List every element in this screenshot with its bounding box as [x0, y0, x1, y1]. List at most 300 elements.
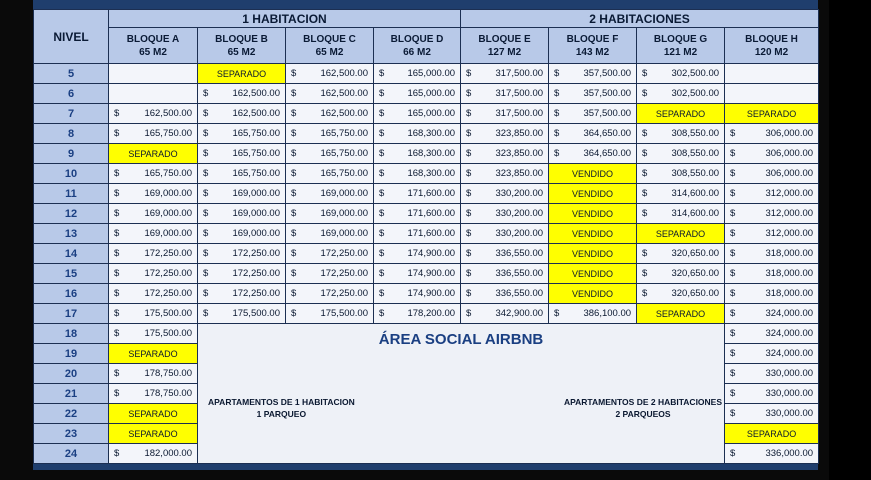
price-amount: 178,750.00	[144, 368, 192, 379]
currency-symbol: $	[554, 68, 560, 79]
price-cell	[286, 264, 374, 284]
price-amount: 165,750.00	[320, 128, 368, 139]
currency-symbol: $	[379, 108, 385, 119]
block-header	[109, 28, 198, 64]
level-number: 12	[34, 204, 109, 224]
block-size: 66 M2	[403, 46, 431, 58]
block-size: 121 M2	[663, 46, 698, 58]
status-vendido-cell: VENDIDO	[549, 284, 637, 304]
block-name: BLOQUE H	[745, 33, 798, 45]
price-amount: 169,000.00	[144, 188, 192, 199]
table-row	[34, 224, 819, 244]
currency-symbol: $	[466, 308, 472, 319]
block-name: BLOQUE C	[303, 33, 356, 45]
price-amount: 168,300.00	[407, 148, 456, 159]
group-header-1-habitacion: 1 HABITACION	[109, 10, 461, 28]
currency-symbol: $	[730, 408, 736, 419]
note-line: APARTAMENTOS DE 1 HABITACION	[208, 397, 355, 407]
currency-symbol: $	[114, 228, 120, 239]
price-amount: 302,500.00	[671, 68, 720, 79]
currency-symbol: $	[203, 248, 209, 259]
price-amount: 169,000.00	[144, 228, 192, 239]
currency-symbol: $	[554, 128, 560, 139]
currency-symbol: $	[379, 208, 385, 219]
level-number: 17	[34, 304, 109, 324]
price-amount: 165,750.00	[320, 168, 368, 179]
block-name: BLOQUE D	[390, 33, 444, 45]
price-amount: 312,000.00	[765, 188, 814, 199]
currency-symbol: $	[730, 128, 736, 139]
currency-symbol: $	[379, 128, 385, 139]
price-amount: 175,500.00	[232, 308, 280, 319]
block-name: BLOQUE E	[478, 33, 531, 45]
price-cell	[374, 204, 461, 224]
block-header	[198, 28, 286, 64]
price-amount: 330,000.00	[765, 368, 814, 379]
price-amount: 165,750.00	[232, 148, 280, 159]
price-amount: 169,000.00	[320, 188, 368, 199]
price-cell	[549, 144, 637, 164]
currency-symbol: $	[730, 448, 736, 459]
price-cell	[286, 224, 374, 244]
amenity-title: ÁREA SOCIAL AIRBNB	[378, 331, 544, 348]
price-cell	[198, 204, 286, 224]
price-cell	[109, 184, 198, 204]
price-cell	[725, 164, 819, 184]
price-cell	[286, 204, 374, 224]
price-amount: 312,000.00	[765, 228, 814, 239]
price-amount: 314,600.00	[671, 188, 720, 199]
price-cell	[374, 244, 461, 264]
price-amount: 330,200.00	[495, 188, 544, 199]
currency-symbol: $	[642, 128, 648, 139]
currency-symbol: $	[291, 288, 297, 299]
price-amount: 357,500.00	[583, 68, 632, 79]
price-cell	[109, 304, 198, 324]
currency-symbol: $	[466, 148, 472, 159]
nivel-header: NIVEL	[34, 10, 109, 64]
price-cell	[286, 64, 374, 84]
price-cell	[725, 364, 819, 384]
price-cell	[374, 284, 461, 304]
price-cell	[374, 124, 461, 144]
price-cell	[637, 84, 725, 104]
price-amount: 165,000.00	[407, 88, 456, 99]
currency-symbol: $	[466, 188, 472, 199]
price-amount: 318,000.00	[765, 268, 814, 279]
block-header	[374, 28, 461, 64]
currency-symbol: $	[466, 228, 472, 239]
currency-symbol: $	[291, 188, 297, 199]
currency-symbol: $	[554, 308, 560, 319]
level-number: 16	[34, 284, 109, 304]
price-table	[33, 9, 819, 464]
price-amount: 323,850.00	[495, 148, 544, 159]
price-cell	[109, 284, 198, 304]
price-amount: 165,750.00	[232, 128, 280, 139]
currency-symbol: $	[291, 308, 297, 319]
price-amount: 323,850.00	[495, 168, 544, 179]
price-amount: 308,550.00	[671, 148, 720, 159]
level-number: 14	[34, 244, 109, 264]
table-row	[34, 84, 819, 104]
price-cell	[461, 184, 549, 204]
price-amount: 336,550.00	[495, 288, 544, 299]
empty-cell	[109, 64, 198, 84]
block-name: BLOQUE A	[126, 33, 180, 45]
currency-symbol: $	[114, 288, 120, 299]
status-vendido-cell: VENDIDO	[549, 244, 637, 264]
price-amount: 172,250.00	[232, 288, 280, 299]
currency-symbol: $	[730, 388, 736, 399]
level-number: 18	[34, 324, 109, 344]
table-row	[34, 104, 819, 124]
currency-symbol: $	[642, 208, 648, 219]
currency-symbol: $	[466, 208, 472, 219]
price-amount: 165,750.00	[232, 168, 280, 179]
price-amount: 314,600.00	[671, 208, 720, 219]
status-vendido-cell: VENDIDO	[549, 204, 637, 224]
status-separado-cell: SEPARADO	[109, 144, 198, 164]
currency-symbol: $	[730, 268, 736, 279]
price-amount: 175,500.00	[320, 308, 368, 319]
currency-symbol: $	[554, 108, 560, 119]
price-amount: 169,000.00	[232, 188, 280, 199]
price-cell	[637, 124, 725, 144]
price-cell	[549, 124, 637, 144]
currency-symbol: $	[730, 228, 736, 239]
price-cell	[461, 104, 549, 124]
currency-symbol: $	[291, 228, 297, 239]
price-amount: 318,000.00	[765, 248, 814, 259]
price-amount: 330,000.00	[765, 408, 814, 419]
price-cell	[374, 304, 461, 324]
price-amount: 308,550.00	[671, 128, 720, 139]
price-table-frame	[33, 9, 818, 470]
price-amount: 162,500.00	[144, 108, 192, 119]
table-row	[34, 204, 819, 224]
currency-symbol: $	[730, 368, 736, 379]
price-cell	[109, 104, 198, 124]
price-cell	[461, 304, 549, 324]
price-amount: 172,250.00	[144, 268, 192, 279]
currency-symbol: $	[114, 208, 120, 219]
price-amount: 172,250.00	[320, 268, 368, 279]
price-amount: 174,900.00	[407, 288, 456, 299]
level-number: 7	[34, 104, 109, 124]
price-cell	[374, 64, 461, 84]
currency-symbol: $	[203, 108, 209, 119]
status-separado-cell: SEPARADO	[637, 304, 725, 324]
price-cell	[198, 164, 286, 184]
price-amount: 162,500.00	[232, 88, 280, 99]
currency-symbol: $	[466, 128, 472, 139]
price-amount: 175,500.00	[144, 328, 192, 339]
table-row	[34, 244, 819, 264]
price-cell	[725, 264, 819, 284]
currency-symbol: $	[203, 268, 209, 279]
block-size: 65 M2	[315, 46, 344, 58]
price-cell	[549, 84, 637, 104]
price-amount: 364,650.00	[583, 128, 632, 139]
price-amount: 172,250.00	[320, 288, 368, 299]
table-row	[34, 64, 819, 84]
empty-cell	[725, 84, 819, 104]
price-amount: 165,750.00	[144, 168, 192, 179]
currency-symbol: $	[642, 188, 648, 199]
price-cell	[109, 364, 198, 384]
price-amount: 172,250.00	[232, 248, 280, 259]
price-amount: 165,000.00	[407, 68, 456, 79]
price-cell	[286, 244, 374, 264]
table-row	[34, 284, 819, 304]
empty-cell	[109, 84, 198, 104]
price-amount: 308,550.00	[671, 168, 720, 179]
price-cell	[725, 384, 819, 404]
price-cell	[637, 204, 725, 224]
currency-symbol: $	[114, 268, 120, 279]
price-cell	[109, 204, 198, 224]
currency-symbol: $	[114, 328, 120, 339]
currency-symbol: $	[203, 288, 209, 299]
price-amount: 174,900.00	[407, 248, 456, 259]
block-header	[637, 28, 725, 64]
price-cell	[725, 404, 819, 424]
price-amount: 323,850.00	[495, 128, 544, 139]
currency-symbol: $	[466, 248, 472, 259]
price-amount: 324,000.00	[765, 308, 814, 319]
level-number: 22	[34, 404, 109, 424]
currency-symbol: $	[114, 168, 120, 179]
currency-symbol: $	[291, 128, 297, 139]
currency-symbol: $	[291, 248, 297, 259]
currency-symbol: $	[379, 168, 385, 179]
price-cell	[109, 244, 198, 264]
currency-symbol: $	[730, 308, 736, 319]
currency-symbol: $	[291, 88, 297, 99]
price-cell	[461, 244, 549, 264]
block-name: BLOQUE F	[566, 33, 619, 45]
status-vendido-cell: VENDIDO	[549, 264, 637, 284]
status-separado-cell: SEPARADO	[725, 424, 819, 444]
currency-symbol: $	[203, 188, 209, 199]
price-cell	[461, 264, 549, 284]
price-cell	[725, 144, 819, 164]
price-cell	[374, 164, 461, 184]
block-header	[725, 28, 819, 64]
currency-symbol: $	[114, 368, 120, 379]
status-separado-cell: SEPARADO	[637, 104, 725, 124]
price-amount: 162,500.00	[320, 68, 368, 79]
currency-symbol: $	[114, 188, 120, 199]
currency-symbol: $	[642, 288, 648, 299]
price-cell	[374, 84, 461, 104]
price-cell	[461, 204, 549, 224]
price-amount: 330,200.00	[495, 228, 544, 239]
level-number: 6	[34, 84, 109, 104]
price-cell	[461, 224, 549, 244]
currency-symbol: $	[642, 88, 648, 99]
currency-symbol: $	[730, 248, 736, 259]
price-amount: 318,000.00	[765, 288, 814, 299]
price-amount: 174,900.00	[407, 268, 456, 279]
level-number: 8	[34, 124, 109, 144]
price-amount: 162,500.00	[320, 88, 368, 99]
price-amount: 172,250.00	[144, 248, 192, 259]
table-row	[34, 144, 819, 164]
price-cell	[725, 244, 819, 264]
price-cell	[286, 284, 374, 304]
price-amount: 165,000.00	[407, 108, 456, 119]
level-number: 24	[34, 444, 109, 464]
price-amount: 364,650.00	[583, 148, 632, 159]
level-number: 9	[34, 144, 109, 164]
status-vendido-cell: VENDIDO	[549, 184, 637, 204]
status-separado-cell: SEPARADO	[725, 104, 819, 124]
price-amount: 317,500.00	[495, 88, 544, 99]
price-cell	[461, 144, 549, 164]
currency-symbol: $	[730, 148, 736, 159]
price-cell	[198, 264, 286, 284]
price-amount: 171,600.00	[407, 228, 456, 239]
price-amount: 357,500.00	[583, 108, 632, 119]
price-amount: 320,650.00	[671, 268, 720, 279]
status-separado-cell: SEPARADO	[109, 404, 198, 424]
currency-symbol: $	[730, 348, 736, 359]
price-cell	[286, 184, 374, 204]
currency-symbol: $	[379, 268, 385, 279]
currency-symbol: $	[114, 248, 120, 259]
header-row-groups	[34, 10, 819, 28]
price-amount: 306,000.00	[765, 148, 814, 159]
price-cell	[109, 384, 198, 404]
empty-cell	[725, 64, 819, 84]
price-amount: 324,000.00	[765, 328, 814, 339]
currency-symbol: $	[466, 108, 472, 119]
block-header	[461, 28, 549, 64]
price-cell	[725, 324, 819, 344]
currency-symbol: $	[642, 168, 648, 179]
note-line: APARTAMENTOS DE 2 HABITACIONES	[563, 397, 723, 407]
price-cell	[109, 264, 198, 284]
price-cell	[374, 184, 461, 204]
price-amount: 312,000.00	[765, 208, 814, 219]
table-row	[34, 264, 819, 284]
price-cell	[198, 104, 286, 124]
price-cell	[109, 224, 198, 244]
price-cell	[461, 124, 549, 144]
price-amount: 165,750.00	[320, 148, 368, 159]
level-number: 15	[34, 264, 109, 284]
currency-symbol: $	[466, 268, 472, 279]
currency-symbol: $	[203, 168, 209, 179]
price-cell	[637, 284, 725, 304]
price-cell	[198, 184, 286, 204]
group-header-2-habitaciones: 2 HABITACIONES	[461, 10, 819, 28]
currency-symbol: $	[114, 448, 120, 459]
note-line: 2 PARQUEOS	[615, 409, 671, 419]
price-amount: 336,550.00	[495, 268, 544, 279]
currency-symbol: $	[291, 268, 297, 279]
currency-symbol: $	[730, 188, 736, 199]
price-amount: 169,000.00	[232, 228, 280, 239]
price-amount: 336,000.00	[765, 448, 814, 459]
table-row	[34, 304, 819, 324]
price-amount: 317,500.00	[495, 108, 544, 119]
price-amount: 172,250.00	[144, 288, 192, 299]
price-amount: 168,300.00	[407, 168, 456, 179]
currency-symbol: $	[203, 228, 209, 239]
price-cell	[725, 224, 819, 244]
level-number: 20	[34, 364, 109, 384]
price-amount: 171,600.00	[407, 208, 456, 219]
price-amount: 306,000.00	[765, 128, 814, 139]
currency-symbol: $	[291, 68, 297, 79]
price-cell	[198, 144, 286, 164]
currency-symbol: $	[114, 128, 120, 139]
price-cell	[374, 104, 461, 124]
status-separado-cell: SEPARADO	[637, 224, 725, 244]
price-cell	[286, 124, 374, 144]
price-cell	[725, 304, 819, 324]
level-number: 5	[34, 64, 109, 84]
status-vendido-cell: VENDIDO	[549, 224, 637, 244]
price-cell	[198, 244, 286, 264]
price-cell	[109, 124, 198, 144]
price-amount: 317,500.00	[495, 68, 544, 79]
level-number: 10	[34, 164, 109, 184]
price-amount: 168,300.00	[407, 128, 456, 139]
block-size: 143 M2	[575, 46, 610, 58]
table-row	[34, 184, 819, 204]
block-size: 65 M2	[139, 46, 167, 58]
price-amount: 330,000.00	[765, 388, 814, 399]
table-row	[34, 324, 819, 344]
price-cell	[109, 164, 198, 184]
currency-symbol: $	[379, 188, 385, 199]
price-amount: 165,750.00	[144, 128, 192, 139]
price-cell	[374, 264, 461, 284]
price-cell	[637, 184, 725, 204]
block-name: BLOQUE G	[653, 33, 708, 45]
price-cell	[461, 284, 549, 304]
price-amount: 172,250.00	[320, 248, 368, 259]
price-cell	[198, 224, 286, 244]
price-amount: 320,650.00	[671, 288, 720, 299]
currency-symbol: $	[730, 288, 736, 299]
currency-symbol: $	[379, 68, 385, 79]
currency-symbol: $	[466, 168, 472, 179]
price-amount: 306,000.00	[765, 168, 814, 179]
price-cell	[725, 344, 819, 364]
header-row-blocks	[34, 28, 819, 64]
price-cell	[725, 184, 819, 204]
currency-symbol: $	[466, 288, 472, 299]
level-number: 19	[34, 344, 109, 364]
block-name: BLOQUE B	[215, 33, 268, 45]
price-cell	[198, 284, 286, 304]
price-amount: 357,500.00	[583, 88, 632, 99]
currency-symbol: $	[642, 68, 648, 79]
currency-symbol: $	[379, 248, 385, 259]
currency-symbol: $	[642, 148, 648, 159]
currency-symbol: $	[379, 228, 385, 239]
currency-symbol: $	[730, 208, 736, 219]
currency-symbol: $	[554, 88, 560, 99]
price-cell	[549, 64, 637, 84]
price-amount: 178,200.00	[407, 308, 456, 319]
price-cell	[461, 64, 549, 84]
